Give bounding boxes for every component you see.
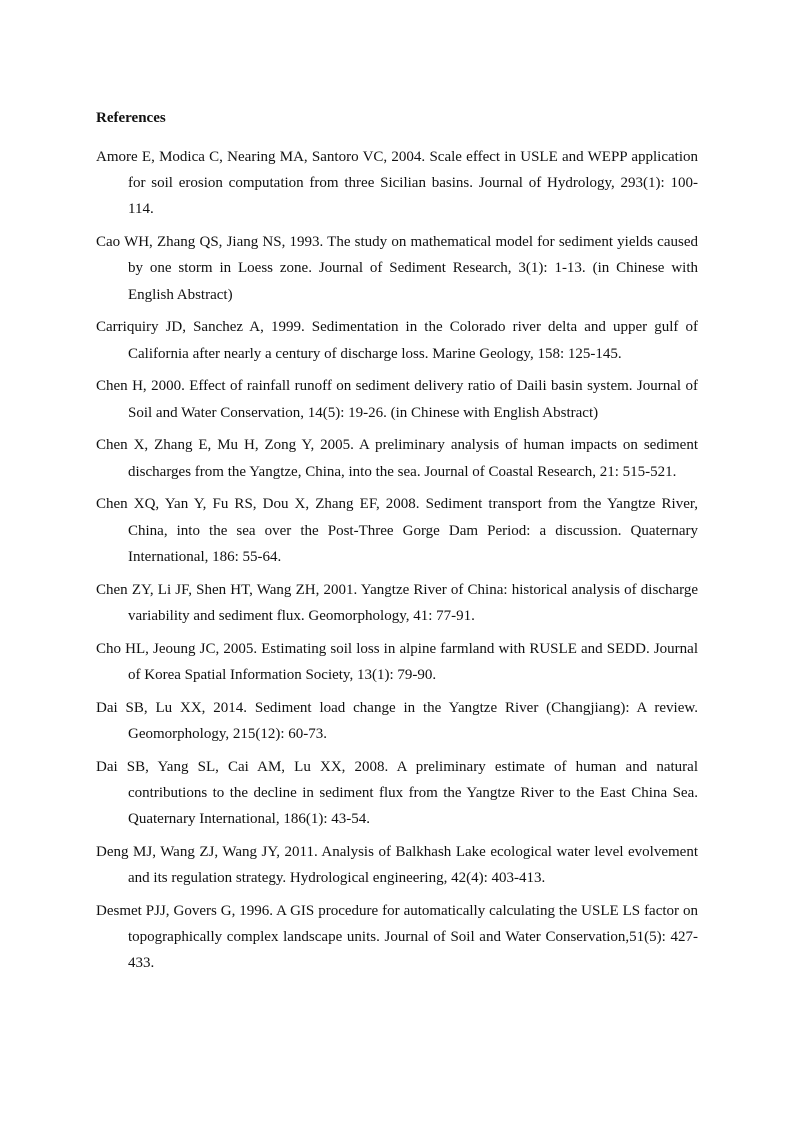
reference-item: Amore E, Modica C, Nearing MA, Santoro VC, 2004. Scale effect in USLE and WEPP application for soil erosion computation from three Sicilian basins. Journal of Hydrology, 293(1): 100-114. [96,149,698,218]
reference-item: Carriquiry JD, Sanchez A, 1999. Sedimentation in the Colorado river delta and upper gulf of California after nearly a century of discharge loss. Marine Geology, 158: 125-145. [96,319,698,362]
reference-item: Desmet PJJ, Govers G, 1996. A GIS procedure for automatically calculating the USLE LS factor on topographically complex landscape units. Journal of Soil and Water Conservation,51(5): 427- 433. [96,902,698,972]
reference-item: Cao WH, Zhang QS, Jiang NS, 1993. The study on mathematical model for sediment yields caused by one storm in Loess zone. Journal of Sediment Research, 3(1): 1-13. (in Chinese with English Abstract) [96,234,698,303]
document-page [96,106,698,983]
reference-item: Chen X, Zhang E, Mu H, Zong Y, 2005. A preliminary analysis of human impacts on sediment discharges from the Yangtze, China, into the sea. Journal of Coastal Research, 21: 515-521. [96,437,698,480]
reference-item: Chen XQ, Yan Y, Fu RS, Dou X, Zhang EF, 2008. Sediment transport from the Yangtze River, China, into the sea over the Post-Three Gorge Dam Period: a discussion. Quaternary International, 186: 55-64. [96,496,698,565]
references-heading: References [96,110,166,126]
reference-item: Dai SB, Lu XX, 2014. Sediment load change in the Yangtze River (Changjiang): A review. Geomorphology, 215(12): 60-73. [96,699,698,742]
reference-item: Chen H, 2000. Effect of rainfall runoff on sediment delivery ratio of Daili basin system. Journal of Soil and Water Conservation, 14(5): 19-26. (in Chinese with English Abstract) [96,378,698,421]
reference-item: Chen ZY, Li JF, Shen HT, Wang ZH, 2001. Yangtze River of China: historical analysis of discharge variability and sediment flux. Geomorphology, 41: 77-91. [96,581,698,624]
reference-item: Cho HL, Jeoung JC, 2005. Estimating soil loss in alpine farmland with RUSLE and SEDD. Journal of Korea Spatial Information Society, 13(1): 79-90. [96,640,698,683]
reference-item: Deng MJ, Wang ZJ, Wang JY, 2011. Analysis of Balkhash Lake ecological water level evolvement and its regulation strategy. Hydrological engineering, 42(4): 403-413. [96,843,698,887]
reference-item: Dai SB, Yang SL, Cai AM, Lu XX, 2008. A preliminary estimate of human and natural contributions to the decline in sediment flux from the Yangtze River to the East China Sea. Quaternary International, 186(1): 43-54. [96,758,698,828]
reference-list [96,144,698,976]
